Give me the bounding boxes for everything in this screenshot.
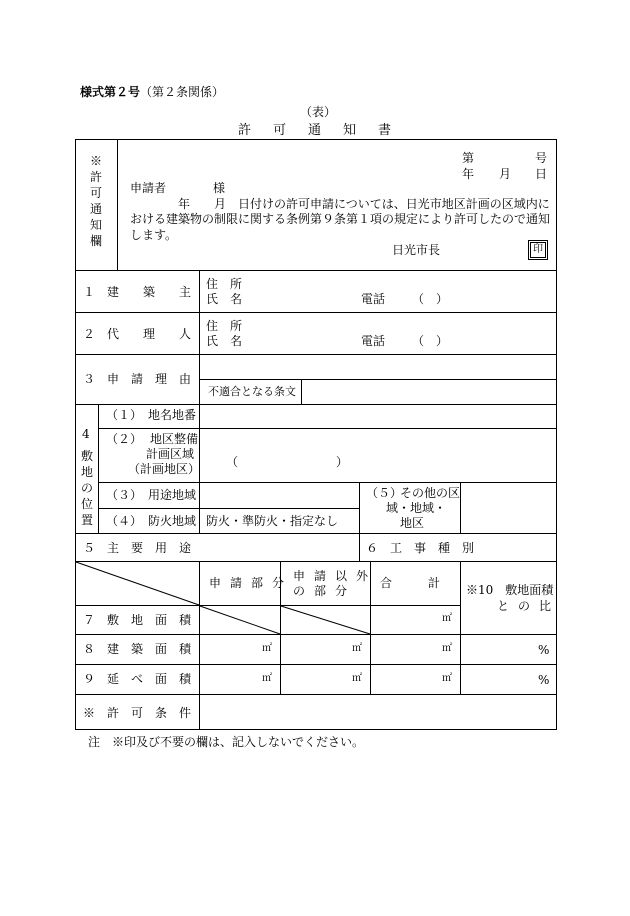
floor-area-ratio-unit: %: [538, 673, 550, 687]
number-prefix: 第: [462, 151, 475, 165]
site-label: 敷地の位置: [80, 449, 93, 527]
site-area-total-unit: ㎡: [442, 613, 452, 624]
notice-box-label: ※許可通知欄: [89, 154, 102, 248]
body-line-1: 日付けの許可申請については、日光市地区計画の区域内に: [238, 197, 550, 211]
issuer: 日光市長: [392, 243, 441, 257]
reason-label: ３ 申 請 理 由: [83, 372, 192, 386]
other-number: （５）: [366, 486, 403, 500]
fire-value: 防火・準防火・指定なし: [206, 514, 339, 528]
district-label-3: （計画地区）: [128, 462, 201, 476]
body-year: 年: [178, 197, 191, 211]
col-applied: 申請部分: [209, 576, 294, 590]
floor-area-label: ９ 延 べ 面 積: [83, 672, 192, 686]
use-label: ５ 主 要 用 途: [83, 541, 192, 555]
page-title: 許可通知書: [238, 123, 414, 138]
work-label: ６ 工 事 種 別: [366, 541, 475, 555]
form-number: [80, 86, 224, 98]
building-area-applied-unit: ㎡: [262, 643, 272, 654]
form-label: 様式第２号: [80, 85, 141, 99]
col-total: 合 計: [380, 576, 441, 590]
body-line-2: おける建築物の制限に関する条例第９条第１項の規定により許可したので通知: [130, 212, 551, 226]
form-relation: （第２条関係）: [140, 85, 225, 99]
district-paren-open: （: [226, 455, 239, 469]
fire-number: （４）: [106, 514, 143, 528]
footnote: 注 ※印及び不要の欄は、記入しないでください。: [88, 735, 365, 749]
floor-area-total-unit: ㎡: [442, 673, 452, 684]
district-paren-close: ）: [336, 455, 349, 469]
agent-phone-paren: （ ）: [412, 334, 449, 348]
district-label-1: 地区整備: [150, 432, 199, 446]
applicant-label: 申請者: [130, 181, 167, 195]
floor-area-other-unit: ㎡: [352, 673, 362, 684]
agent-address: 住 所: [206, 319, 243, 333]
date-month: 月: [499, 167, 512, 181]
date-year: 年: [462, 167, 475, 181]
col-ratio-2: との比: [497, 599, 561, 613]
owner-label: １ 建 築 主: [83, 285, 192, 299]
lot-label: 地名地番: [148, 408, 197, 422]
conditions-label: ※ 許 可 条 件: [83, 706, 192, 720]
seal-mark: 印: [530, 242, 546, 258]
owner-phone-paren: （ ）: [412, 292, 449, 306]
agent-name: 氏 名: [206, 334, 243, 348]
number-suffix: 号: [535, 151, 548, 165]
agent-phone: 電話: [361, 334, 386, 348]
building-area-other-unit: ㎡: [352, 643, 362, 654]
other-label-1: その他の区: [400, 486, 461, 500]
site-number: 4: [82, 427, 90, 441]
body-line-3: します。: [130, 228, 178, 242]
date-day: 日: [535, 167, 548, 181]
col-ratio-1: ※10 敷地面積: [466, 583, 554, 597]
owner-phone: 電話: [361, 292, 386, 306]
col-other-2: の部分: [293, 584, 357, 598]
col-other-1: 申請以外: [293, 569, 378, 583]
district-label-2: 計画区域: [146, 447, 195, 461]
side-label: （表）: [300, 105, 337, 119]
district-number: （２）: [106, 432, 143, 446]
zoning-number: （３）: [106, 488, 143, 502]
lot-number: （１）: [106, 408, 143, 422]
agent-label: ２ 代 理 人: [83, 327, 192, 341]
owner-name: 氏 名: [206, 292, 243, 306]
other-label-2: 域・地域・: [386, 501, 447, 515]
applicant-honorific: 様: [213, 181, 226, 195]
fire-label: 防火地域: [148, 514, 197, 528]
nonconforming-label: 不適合となる条文: [208, 385, 296, 398]
building-area-label: ８ 建 築 面 積: [83, 642, 192, 656]
other-label-3: 地区: [400, 516, 425, 530]
floor-area-applied-unit: ㎡: [262, 673, 272, 684]
building-area-total-unit: ㎡: [442, 643, 452, 654]
zoning-label: 用途地域: [148, 488, 197, 502]
site-area-label: ７ 敷 地 面 積: [83, 613, 192, 627]
building-area-ratio-unit: %: [538, 643, 550, 657]
body-month: 月: [214, 197, 227, 211]
owner-address: 住 所: [206, 277, 243, 291]
